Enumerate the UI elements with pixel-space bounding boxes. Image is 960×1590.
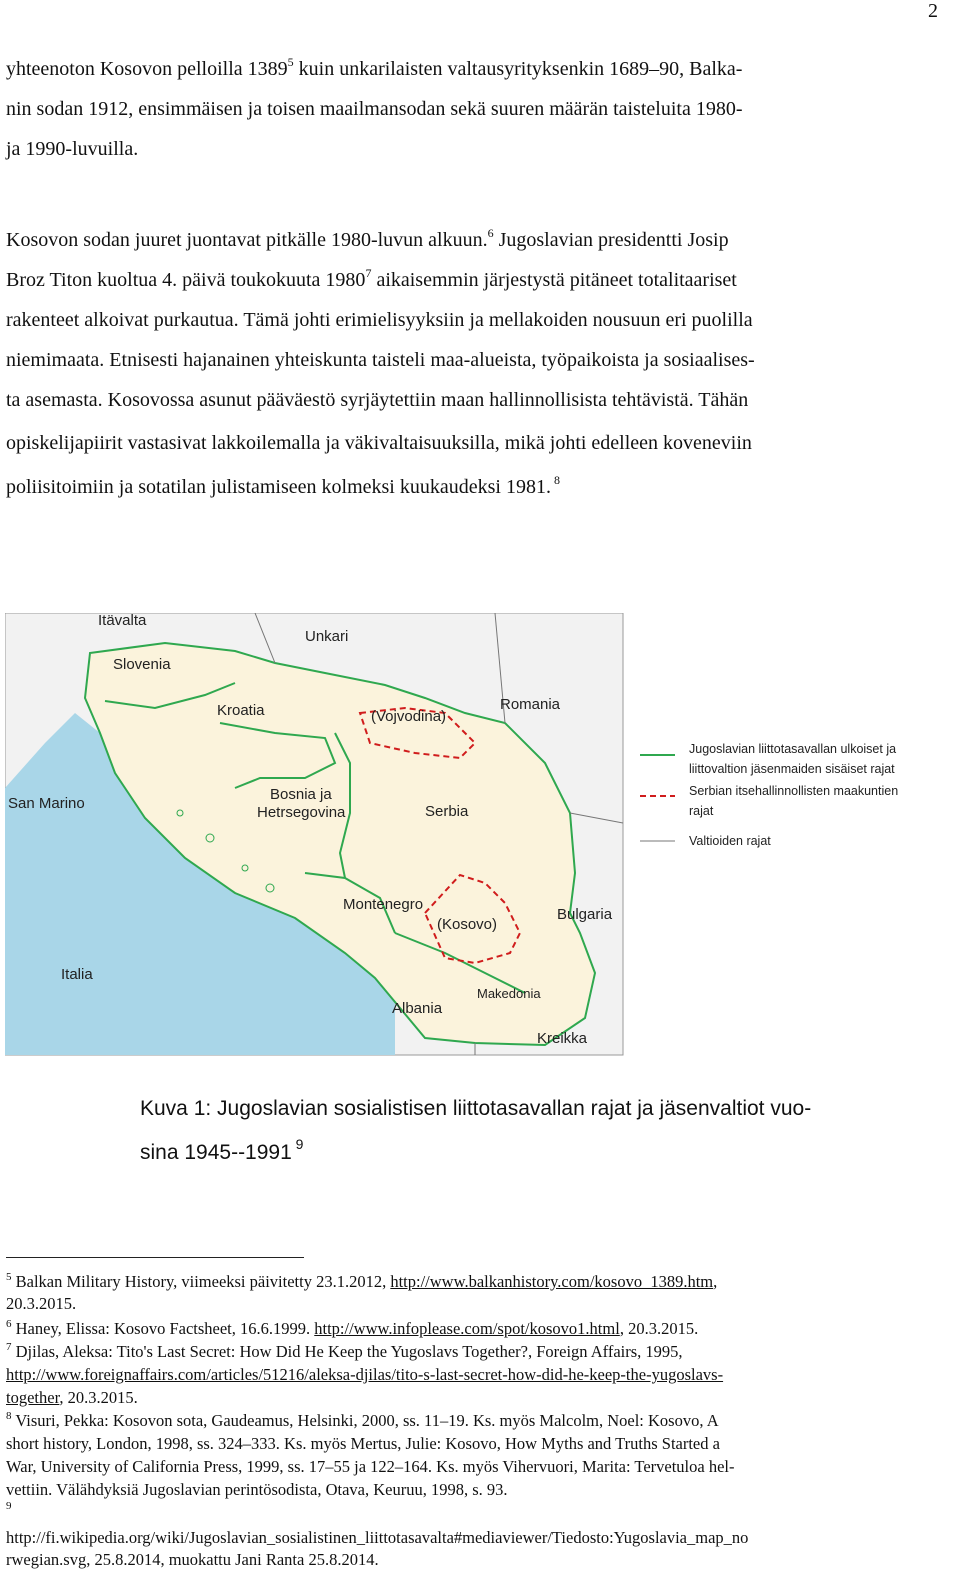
island xyxy=(242,865,248,871)
legend-red-label-2: rajat xyxy=(689,804,714,818)
label-albania: Albania xyxy=(392,1000,443,1017)
label-makedonia: Makedonia xyxy=(477,986,541,1001)
footnote-6-line-1: $^6$ Haney, Elissa: Kosovo Factsheet, 16.6.1999. http://www.infoplease.com/spot/kosovo1.html, 20.3.2015. xyxy=(6,1318,699,1338)
label-itavalta: Itävalta xyxy=(98,613,147,629)
label-serbia: Serbia xyxy=(425,803,469,820)
footnote-9-num: 9 xyxy=(6,1500,12,1512)
footnote-7-link-cont[interactable]: together xyxy=(6,1388,60,1407)
label-vojvodina: (Vojvodina) xyxy=(371,708,447,725)
footnote-ref-7[interactable]: 7 xyxy=(365,266,372,280)
footnote-9-line-1: http://fi.wikipedia.org/wiki/Jugoslavian_sosialistinen_liittotasavalta#mediaviewer/Tiedosto:Yugoslavia_map_no xyxy=(6,1528,749,1547)
para2-line-5: ta asemasta. Kosovossa asunut pääväestö syrjäytettiin maan hallinnollisista tehtävistä. Tähän xyxy=(6,389,749,411)
para2-line-3: rakenteet alkoivat purkautua. Tämä johti erimielisyyksiin ja mellakoiden nousuun eri puolilla xyxy=(6,309,753,331)
footnote-6-link[interactable]: http://www.infoplease.com/spot/kosovo1.html xyxy=(314,1319,620,1338)
footnote-8-line-2: short history, London, 1998, ss. 324–333. Ks. myös Mertus, Julie: Kosovo, How Myths and Truths Started a xyxy=(6,1434,720,1453)
para2-line-1: Kosovon sodan juuret juontavat pitkälle 1980-luvun alkuun.$^6$ Jugoslavian presidentti Josip xyxy=(6,226,729,251)
footnote-7-line-1: $^7$ Djilas, Aleksa: Tito's Last Secret: How Did He Keep the Yugoslavs Together?, Foreign Affairs, 1995, xyxy=(6,1341,683,1361)
label-montenegro: Montenegro xyxy=(343,896,424,913)
label-unkari: Unkari xyxy=(305,628,349,645)
caption-line-2: sina 1945--1991 $^9$ xyxy=(140,1136,304,1164)
yugoslavia-map xyxy=(5,613,947,1068)
para2-line-4: niemimaata. Etnisesti hajanainen yhteiskunta taisteli maa-alueista, työpaikoista ja sosiaalises- xyxy=(6,349,755,371)
footnote-5-link[interactable]: http://www.balkanhistory.com/kosovo_1389.htm xyxy=(390,1272,714,1291)
footnote-7-line-3: together, 20.3.2015. xyxy=(6,1388,138,1407)
footnote-ref-6[interactable]: 6 xyxy=(487,226,494,240)
caption-line-1: Kuva 1: Jugoslavian sosialistisen liittotasavallan rajat ja jäsenvaltiot vuo- xyxy=(140,1097,812,1120)
footnote-ref-8[interactable]: 8 xyxy=(550,473,560,487)
footnote-separator xyxy=(6,1257,304,1258)
legend-green-label-1: Jugoslavian liittotasavallan ulkoiset ja xyxy=(689,742,897,756)
label-bulgaria: Bulgaria xyxy=(557,906,613,923)
para1-line-2: nin sodan 1912, ensimmäisen ja toisen maailmansodan sekä suuren määrän taisteluita 1980- xyxy=(6,98,743,120)
legend-gray-label: Valtioiden rajat xyxy=(689,834,771,848)
label-romania: Romania xyxy=(500,696,561,713)
footnote-5-line-1: $^5$ Balkan Military History, viimeeksi päivitetty 23.1.2012, http://www.balkanhistory.com/kosovo_1389.htm, xyxy=(6,1271,718,1291)
island xyxy=(177,810,183,816)
label-italia: Italia xyxy=(61,966,93,983)
footnote-8-line-1: $^8$ Visuri, Pekka: Kosovon sota, Gaudeamus, Helsinki, 2000, ss. 11–19. Ks. myös Malcolm, Noel: Kosovo, A xyxy=(6,1410,719,1430)
map-figure xyxy=(5,613,947,1068)
legend-green-label-2: liittovaltion jäsenmaiden sisäiset rajat xyxy=(689,762,895,776)
footnote-7-line-2 xyxy=(6,1365,723,1385)
footnote-8-line-3: War, University of California Press, 1999, ss. 17–55 ja 122–164. Ks. myös Vihervuori, Marita: Tervetuloa hel- xyxy=(6,1457,735,1476)
label-san-marino: San Marino xyxy=(8,795,85,812)
label-slovenia: Slovenia xyxy=(113,656,171,673)
label-bosnia-2: Hetrsegovina xyxy=(257,804,346,821)
label-kroatia: Kroatia xyxy=(217,702,265,719)
para2-line-2: Broz Titon kuoltua 4. päivä toukokuuta 1980$^7$ aikaisemmin järjestystä pitäneet totalitaariset xyxy=(6,266,737,291)
island xyxy=(206,834,214,842)
footnote-ref-9[interactable]: 9 xyxy=(291,1136,304,1152)
island xyxy=(266,884,274,892)
legend-red-label-1: Serbian itsehallinnollisten maakuntien xyxy=(689,784,899,798)
label-kreikka: Kreikka xyxy=(537,1030,588,1047)
footnote-5-line-2: 20.3.2015. xyxy=(6,1294,77,1313)
footnote-9-line-2: rwegian.svg, 25.8.2014, muokattu Jani Ranta 25.8.2014. xyxy=(6,1550,379,1569)
label-kosovo: (Kosovo) xyxy=(437,916,498,933)
figure-caption xyxy=(140,1087,940,1176)
para1-line-1: yhteenoton Kosovon pelloilla 1389$^5$ kuin unkarilaisten valtausyrityksenkin 1689–90, Balka- xyxy=(6,55,743,80)
page-number: 2 xyxy=(928,0,938,22)
footnote-8-line-4: vettiin. Välähdyksiä Jugoslavian perintösodista, Otava, Keuruu, 1998, s. 93. xyxy=(6,1480,508,1499)
footnote-7-link[interactable]: http://www.foreignaffairs.com/articles/51216/aleksa-djilas/tito-s-last-secret-how-did-he-keep-the-yugoslavs- xyxy=(6,1365,724,1384)
para2-line-6: opiskelijapiirit vastasivat lakkoilemalla ja väkivaltaisuuksilla, mikä johti edelleen koveneviin xyxy=(6,432,752,454)
para2-line-7: poliisitoimiin ja sotatilan julistamiseen kolmeksi kuukaudeksi 1981. $^8$ xyxy=(6,473,560,498)
para1-line-3: ja 1990-luvuilla. xyxy=(6,138,139,160)
footnote-ref-5[interactable]: 5 xyxy=(287,55,294,69)
label-bosnia-1: Bosnia ja xyxy=(270,786,332,803)
